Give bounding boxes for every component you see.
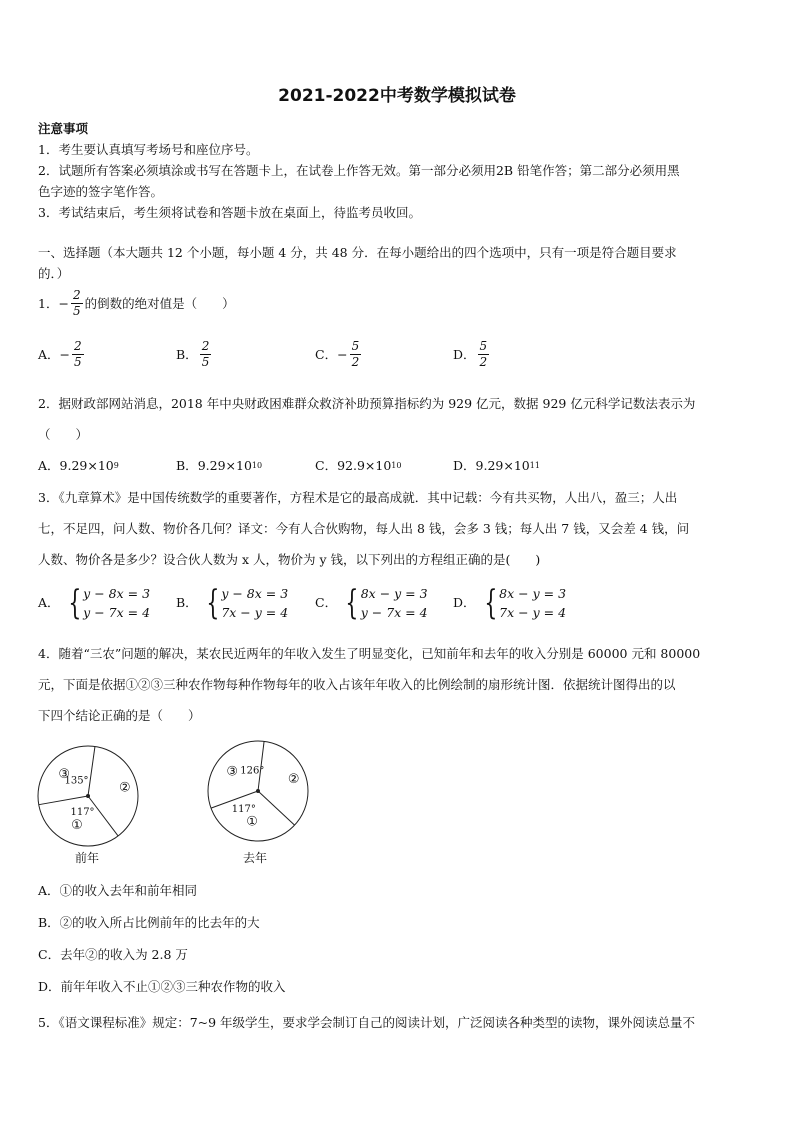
- note-line-2: 2．试题所有答案必须填涂或书写在答题卡上，在试卷上作答无效。第一部分必须用2B 铅笔作答；第二部分必须用黑: [38, 163, 680, 178]
- option-denominator: 2: [351, 355, 360, 369]
- option-fraction: [350, 339, 362, 370]
- q4-option-b[interactable]: B．②的收入所占比例前年的比去年的大: [38, 915, 260, 930]
- option-label: C．: [315, 346, 338, 362]
- question-3-line-1: 3．《九章算术》是中国传统数学的重要著作，方程术是它的最高成就．其中记载：今有共买物，人出八，盈三；人出: [38, 490, 678, 505]
- option-denominator: 2: [479, 355, 488, 369]
- option-base: 9.29×10: [475, 458, 530, 473]
- option-sign: −: [337, 346, 348, 362]
- brace-icon: {: [67, 583, 81, 623]
- option-label: B．: [176, 595, 198, 610]
- equation-system: [480, 584, 567, 622]
- q4-option-d[interactable]: D．前年年收入不止①②③三种农作物的收入: [38, 979, 286, 994]
- option-denominator: 5: [74, 355, 82, 369]
- option-fraction: [72, 339, 84, 370]
- pie-angle-label: 117°: [231, 803, 256, 815]
- pie-slice-label: ①: [246, 814, 258, 830]
- q1-option-a[interactable]: [38, 339, 86, 370]
- option-numerator: 2: [201, 339, 210, 353]
- option-label: A．: [38, 458, 60, 473]
- q4-option-a[interactable]: A．①的收入去年和前年相同: [38, 883, 198, 898]
- q1-numerator: 2: [72, 288, 81, 302]
- q1-option-c[interactable]: [315, 339, 363, 370]
- q1-denominator: 5: [72, 304, 81, 318]
- q1-option-d[interactable]: [453, 339, 491, 370]
- q2-option-b[interactable]: B． 9.29×10 10: [176, 458, 263, 473]
- option-label: C．: [315, 595, 338, 610]
- note-line-4: 3．考试结束后，考生须将试卷和答题卡放在桌面上，待监考员收回。: [38, 205, 421, 220]
- equation-system: [341, 584, 428, 622]
- equation-2: 7x − y = 4: [221, 605, 289, 620]
- option-label: C．: [315, 458, 338, 473]
- equation-2: y − 7x = 4: [83, 605, 151, 620]
- q1-fraction: [71, 288, 83, 319]
- option-label: B．: [176, 346, 198, 362]
- option-label: D．: [453, 458, 476, 473]
- brace-icon: {: [206, 583, 219, 623]
- option-label: B．: [176, 458, 198, 473]
- option-base: 9.29×10: [59, 458, 114, 473]
- pie-angle-label: 117°: [70, 807, 95, 819]
- equation-2: 7x − y = 4: [499, 605, 567, 620]
- option-numerator: 5: [351, 339, 360, 353]
- equation-system: [64, 584, 151, 622]
- equation-1: y − 8x = 3: [83, 586, 151, 601]
- equation-system: [202, 584, 289, 622]
- option-denominator: 5: [201, 355, 210, 369]
- equation-1: 8x − y = 3: [360, 586, 428, 601]
- option-label: A．: [38, 595, 60, 610]
- note-line-3: 色字迹的签字笔作答。: [38, 184, 164, 199]
- pie-slice-label: ②: [287, 772, 300, 788]
- option-label: D．: [453, 346, 476, 362]
- note-line-1: 1．考生要认真填写考场号和座位序号。: [38, 142, 259, 157]
- page-title: 2021-2022中考数学模拟试卷: [278, 86, 516, 106]
- pie-caption-last-year: 去年: [243, 851, 268, 865]
- q4-option-c[interactable]: C．去年②的收入为 2.8 万: [38, 947, 188, 962]
- option-fraction: [478, 339, 490, 370]
- q3-option-a[interactable]: [38, 584, 150, 622]
- question-4-line-1: 4．随着“三农”问题的解决，某农民近两年的年收入发生了明显变化，已知前年和去年的收入分别是 60000 元和 80000: [38, 646, 701, 661]
- question-4-line-3: 下四个结论正确的是（ ）: [38, 708, 201, 723]
- question-4-line-2: 元，下面是依据①②③三种农作物每种作物每年的收入占该年年收入的比例绘制的扇形统计图．依据统计图得出的以: [38, 677, 676, 692]
- q2-option-c[interactable]: C． 92.9×10 10: [315, 458, 402, 473]
- q1-option-b[interactable]: [176, 339, 213, 370]
- equation-1: 8x − y = 3: [499, 586, 567, 601]
- section-heading-line-1: 一、选择题（本大题共 12 个小题，每小题 4 分，共 48 分．在每小题给出的四个选项中，只有一项是符合题目要求: [38, 245, 677, 260]
- question-3-line-2: 七，不足四，问人数、物价各几何？译文：今有人合伙购物，每人出 8 钱，会多 3 钱；每人出 7 钱，又会差 4 钱，问: [38, 521, 690, 536]
- question-1-stem: [38, 288, 235, 319]
- question-2-line-1: 2．据财政部网站消息，2018 年中央财政困难群众救济补助预算指标约为 929 亿元，数据 929 亿元科学记数法表示为: [38, 396, 696, 411]
- pie-chart-previous-year: [30, 740, 160, 852]
- q2-option-d[interactable]: D． 9.29×10 11: [453, 458, 540, 473]
- pie-chart-last-year: [202, 735, 332, 847]
- option-fraction: [200, 339, 212, 370]
- pie-center-dot: [256, 789, 260, 793]
- pie-angle-label: 135°: [64, 775, 89, 787]
- pie-center-dot: [86, 794, 90, 798]
- pie-slice-label: ②: [118, 780, 131, 796]
- pie-slice-label: ③: [58, 767, 71, 783]
- option-label: D．: [453, 595, 476, 610]
- pie-caption-previous-year: 前年: [75, 851, 100, 865]
- option-base: 9.29×10: [197, 458, 252, 473]
- q1-neg: −: [58, 295, 69, 311]
- option-base: 92.9×10: [337, 458, 392, 473]
- question-2-line-2: （ ）: [38, 427, 89, 442]
- brace-icon: {: [483, 583, 497, 623]
- equation-1: y − 8x = 3: [221, 586, 289, 601]
- notes-heading: 注意事项: [38, 121, 89, 136]
- question-5-line-1: 5．《语文课程标准》规定：7~9 年级学生，要求学会制订自己的阅读计划，广泛阅读各种类型的读物，课外阅读总量不: [38, 1015, 696, 1030]
- q2-option-a[interactable]: A． 9.29×10 9: [38, 458, 119, 473]
- question-3-line-3: 人数、物价各是多少？设合伙人数为 x 人，物价为 y 钱，以下列出的方程组正确的是( ): [38, 552, 541, 567]
- q3-option-d[interactable]: [453, 584, 566, 622]
- option-numerator: 2: [74, 339, 82, 353]
- section-heading-line-2: 的．）: [38, 266, 70, 281]
- brace-icon: {: [345, 583, 359, 623]
- pie-angle-label: 126°: [240, 765, 265, 777]
- pie-slice-label: ①: [71, 817, 83, 833]
- option-sign: −: [59, 346, 71, 362]
- q1-suffix: 的倒数的绝对值是（ ）: [84, 295, 235, 311]
- pie-slice-label: ③: [226, 764, 239, 780]
- q3-option-c[interactable]: [315, 584, 428, 622]
- q3-option-b[interactable]: [176, 584, 288, 622]
- option-label: A．: [38, 346, 60, 362]
- q1-prefix: 1．: [38, 295, 59, 311]
- option-numerator: 5: [479, 339, 488, 353]
- equation-2: y − 7x = 4: [360, 605, 428, 620]
